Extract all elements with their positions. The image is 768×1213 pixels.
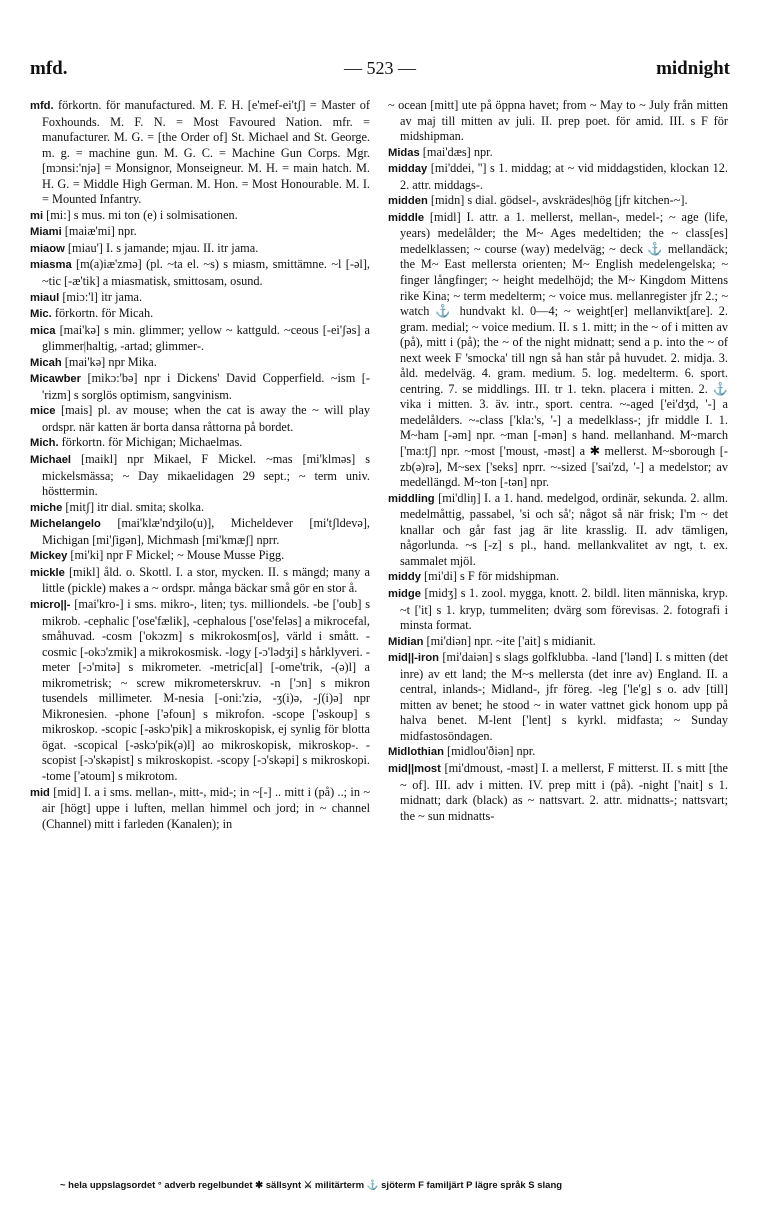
- dictionary-entry: [30, 565, 370, 597]
- entry-text: [maikl] npr Mikael, F Mickel. ~mas [mi'klməs] s mickelsmässa; ~ Day mikaelidagen 29 sept.; ~ term univ. hösttermin.: [42, 452, 370, 499]
- entry-text: ~ ocean [mitt] ute på öppna havet; from ~ May to ~ July från mitten av maj till mitten av juli. II. prep poet. för amid. III. s F för midshipman.: [388, 98, 728, 144]
- entry-headword: Mich.: [30, 437, 59, 450]
- entry-headword: micro||-: [30, 598, 71, 611]
- dictionary-entry: [388, 744, 728, 761]
- entry-text: [maiæ'mi] npr.: [64, 224, 137, 239]
- entry-text: [mi'di] s F för midshipman.: [424, 569, 560, 584]
- entry-text: [mi:] s mus. mi ton (e) i solmisationen.: [46, 207, 238, 222]
- entry-text: [miɔ:'l] itr jama.: [62, 289, 143, 304]
- dictionary-entry: [30, 323, 370, 355]
- header-left-guideword: mfd.: [30, 58, 68, 79]
- entry-headword: mfd.: [30, 100, 54, 112]
- dictionary-entry: [30, 597, 370, 785]
- entry-text: [mikɔ:'bə] npr i Dickens' David Copperfield. ~ism [-'rizm] s sorglös optimism, sangvinism.: [42, 371, 370, 402]
- entry-headword: mickle: [30, 566, 65, 579]
- dictionary-entry: [388, 634, 728, 651]
- entry-headword: Midlothian: [388, 746, 444, 759]
- entry-headword: mid: [30, 786, 50, 799]
- entry-text: [mitʃ] itr dial. smita; skolka.: [65, 499, 205, 514]
- dictionary-entry: [30, 224, 370, 241]
- entry-headword: midden: [388, 195, 428, 208]
- entry-headword: miche: [30, 501, 63, 514]
- dictionary-entry: [388, 569, 728, 586]
- entry-text: [midlou'ðiən] npr.: [447, 744, 536, 759]
- entry-text: förkortn. för Michigan; Michaelmas.: [61, 435, 243, 450]
- header-right-guideword: midnight: [656, 58, 730, 79]
- entry-text: [mi'daiən] s slags golfklubba. -land ['lənd] I. s mitten (det inre) av ett land; the M~s mellersta (det inre av) England. II. a central, inlands-; Midland-, jfr föreg. -leg ['le'g] s o. adv [till] mitten av benet; he stood ~ in water vattnet gick honom upp på halva benet. M-lent ['lent] s kyrkl. midfasta; ~ Sunday midfastosöndagen.: [400, 650, 728, 743]
- dictionary-entry: [388, 145, 728, 162]
- abbreviation-legend: ~ hela uppslagsordet ° adverb regelbundet ✱ sällsynt ⚔ militärterm ⚓ sjöterm F familjärt P lägre språk S slang: [60, 1180, 563, 1191]
- entry-headword: miaul: [30, 291, 60, 304]
- entry-headword: Midian: [388, 635, 424, 648]
- left-column: [30, 98, 370, 832]
- entry-headword: middle: [388, 211, 425, 224]
- entry-text: förkortn. för Micah.: [54, 306, 154, 321]
- dictionary-entry: [30, 452, 370, 500]
- entry-text: [mi'dmoust, -məst] I. a mellerst, F mitterst. II. s mitt [the ~ of]. III. adv i mitten. IV. prep mitt i (på). -night ['nait] s 1. midnatt; dark (black) as ~ nattsvart. 2. attr. midnatts-; nattsvart; the ~ sun midnatts-: [400, 760, 728, 823]
- dictionary-entry: [30, 785, 370, 833]
- entry-text: [mai'kə] s min. glimmer; yellow ~ kattguld. ~ceous [-ei'ʃəs] a glimmer|haltig, -artad; glimmer-.: [42, 322, 371, 354]
- entry-headword: mid||-iron: [388, 652, 440, 665]
- entry-text: [mikl] åld. o. Skottl. I. a stor, mycken. II. s mängd; many a little (pickle) makes a ~ ordspr. många bäckar små gör en stor å.: [42, 564, 370, 596]
- entry-headword: Mickey: [30, 550, 68, 563]
- entry-text: [mai'dæs] npr.: [422, 144, 493, 159]
- entry-text: [mi'ki] npr F Mickel; ~ Mouse Musse Pigg.: [70, 548, 285, 563]
- dictionary-entry: [30, 257, 370, 289]
- dictionary-entry: [30, 355, 370, 372]
- dictionary-entry: [388, 98, 728, 145]
- entry-headword: mice: [30, 405, 56, 418]
- dictionary-entry: [388, 761, 728, 824]
- dictionary-entry: [30, 306, 370, 323]
- entry-text: förkortn. för manufactured. M. F. H. [e'mef-ei'tʃ] = Master of Foxhounds. M. F. N. = Most Favoured Nation. mfr. = manufacturer. M. G. = [the Order of] St. Michael and St. George. m. g. = machine gun. M. G. C. = Machine Gun Corps. Mgr. [mɔnsi:'njə] = Monsignor, Monseigneur. M. H. = main hatch. M. H. G. = Middle High German. M. Hon. = Most Honourable. M. I. = Mounted Infantry.: [42, 98, 370, 207]
- entry-headword: Michelangelo: [30, 518, 101, 531]
- dictionary-entry: [388, 193, 728, 210]
- dictionary-entry: [388, 586, 728, 634]
- dictionary-entry: [30, 403, 370, 435]
- entry-headword: Micah: [30, 356, 62, 369]
- entry-headword: midge: [388, 587, 421, 600]
- entry-text: [midl] I. attr. a 1. mellerst, mellan-, medel-; ~ age (life, years) medelålder; the M~ Ages medeltiden; the ~ class[es] medelklassen; ~ course (way) medelväg; ~ deck ⚓ mellandäck; the M~ East mellersta orienten; M~ English medelengelska; ~ finger långfinger; ~ height medelhöjd; the M~ Kingdom Mittens rike Kina; ~ term medelterm; ~ voice mus. mellanregister jfr 2.; ~ watch ⚓ hundvakt kl. 0—4; ~ weight[er] mellanvikt[are]. 2. gram. medial; ~ voice medium. II. s 1. mitt; in the ~ of i mitten av (på), mitt i (på); the ~ of the night midnatt; send a p. into the ~ of next week F 'smocka' till ngn så han står på huvudet. 2. midja. 3. åld. medelväg. 4. gram. medium. 5. log. medelterm. 6. sport. centring. 7. se middlings. III. tr 1. tekn. placera i mitten. 2. ⚓ vika i mitten. 3. äv. intr., sport. centra. ~-aged ['ei'dʒd, '-] a medelålders. ~-class ['kla:'s, '-] a medelklass-; jfr middle I. 1. M~ham [-əm] npr. ~man [-mən] s hand. mellanhand. M~march ['ma:tʃ] npr. ~most ['moust, -məst] a ✱ mellerst. M~sborough [-zb(ə)rə], M~sex ['seks] nprr. ~-sized ['sai'zd, '-] a medelstor; av medellängd. M~ton [-tən] npr.: [400, 209, 728, 490]
- entry-text: [m(a)iæ'zmə] (pl. ~ta el. ~s) s miasm, smittämne. ~l [-əl], ~tic [-æ'tik] a miasmatisk, smittosam, osund.: [42, 257, 371, 289]
- entry-headword: mica: [30, 324, 56, 337]
- entry-headword: miaow: [30, 242, 65, 255]
- entry-headword: midday: [388, 163, 428, 176]
- page-header: [30, 58, 730, 88]
- dictionary-entry: [30, 290, 370, 307]
- entry-text: [mid] I. a i sms. mellan-, mitt-, mid-; in ~[-] .. mitt i (på) ..; in ~ air [högt] uppe i luften, mellan himmel och jord; in ~ channel (Channel) mitt i farleden (Kanalen); in: [42, 784, 370, 831]
- entry-headword: Mic.: [30, 308, 52, 321]
- entry-headword: mid||most: [388, 762, 441, 775]
- entry-headword: middy: [388, 571, 421, 584]
- dictionary-entry: [30, 516, 370, 548]
- entry-text: [mais] pl. av mouse; when the cat is away the ~ will play ordspr. när katten är borta dansa råttorna på bordet.: [42, 403, 371, 434]
- dictionary-entry: [30, 98, 370, 208]
- entry-text: [mai'klæ'ndʒilo(u)], Micheldever [mi'tʃldevə], Michigan [mi'ʃigən], Michmash [mi'kmæʃ] nprr.: [42, 516, 370, 547]
- dictionary-entry: [388, 650, 728, 744]
- dictionary-entry: [30, 371, 370, 403]
- entry-headword: Michael: [30, 454, 72, 467]
- entry-text: [mai'kə] npr Mika.: [64, 354, 157, 369]
- dictionary-entry: [30, 500, 370, 517]
- dictionary-entry: [30, 208, 370, 225]
- right-column: [388, 98, 728, 824]
- entry-headword: Micawber: [30, 373, 81, 386]
- entry-text: [mi'diən] npr. ~ite ['ait] s midianit.: [426, 633, 596, 648]
- dictionary-entry: [30, 241, 370, 258]
- dictionary-entry: [30, 548, 370, 565]
- entry-headword: Miami: [30, 226, 62, 239]
- dictionary-entry: [388, 491, 728, 570]
- entry-text: [mi'ddei, ''] s 1. middag; at ~ vid middagstiden, klockan 12. 2. attr. middags-.: [400, 161, 728, 192]
- entry-headword: mi: [30, 209, 44, 222]
- dictionary-entry: [388, 161, 728, 193]
- entry-text: [mai'kro-] i sms. mikro-, liten; tys. milliondels. -be ['oub] s mikrob. -cephalic ['ose'fælik], -cephalous ['ose'feləs] a mikrocefal, småhuvad. -cosm ['okɔzm] s mikrokosm[os], värld i smått. -cosmic [-okɔ'zmik] a mikrokosmisk. -logy [-ɔ'lədʒi] s hårklyveri. -meter [-ɔ'mitə] s mikrometer. -metric[al] [-ome'trik, -(ə)l] a mikrometrisk; ~ screw mikrometerskruv. -n ['ɔn] s mikron tusendels millimeter. M-nesia [-oni:'ziə, -ʒ(i)ə, -ʃ(i)ə] npr Mikronesien. -phone ['əfoun] s mikrofon. -scope ['əskoup] s mikroskop. -scopic [-əskɔ'pik] a mikroskopisk, ej synlig för blotta ögat. -scopical [-əskɔ'pik(ə)l] ao mikroskopisk, mikroskop-. -scopist [-ɔ'skəpist] s mikroskopist. -scopy [-ɔ'skəpi] s mikroskopi. -tome ['ətoum] s mikrotom.: [42, 596, 370, 783]
- entry-headword: miasma: [30, 259, 72, 272]
- entry-headword: middling: [388, 492, 435, 505]
- page-number: — 523 —: [344, 58, 416, 78]
- entry-text: [mi'dliŋ] I. a 1. hand. medelgod, ordinär, sekunda. 2. allm. medelmåttig, passabel, 'si och så'; något så när frisk; I'm ~ det knallar och går fast jag är lite krasslig. II. adv tämligen, någorlunda. ~s [-z] s pl., hand. mellankvalitet av ngt, t. ex. sammalet mjöl.: [400, 490, 729, 568]
- entry-text: [midʒ] s 1. zool. mygga, knott. 2. bildl. liten människa, kryp. ~t ['it] s 1. kryp, tummeliten; dvärg som förevisas. 2. fotografi i minsta format.: [400, 585, 728, 633]
- dictionary-entry: [30, 435, 370, 452]
- entry-text: [miau'] I. s jamande; mjau. II. itr jama.: [67, 240, 259, 255]
- entry-text: [midn] s dial. gödsel-, avskrädes|hög [jfr kitchen-~].: [430, 193, 688, 208]
- entry-headword: Midas: [388, 146, 420, 159]
- dictionary-entry: [388, 210, 728, 491]
